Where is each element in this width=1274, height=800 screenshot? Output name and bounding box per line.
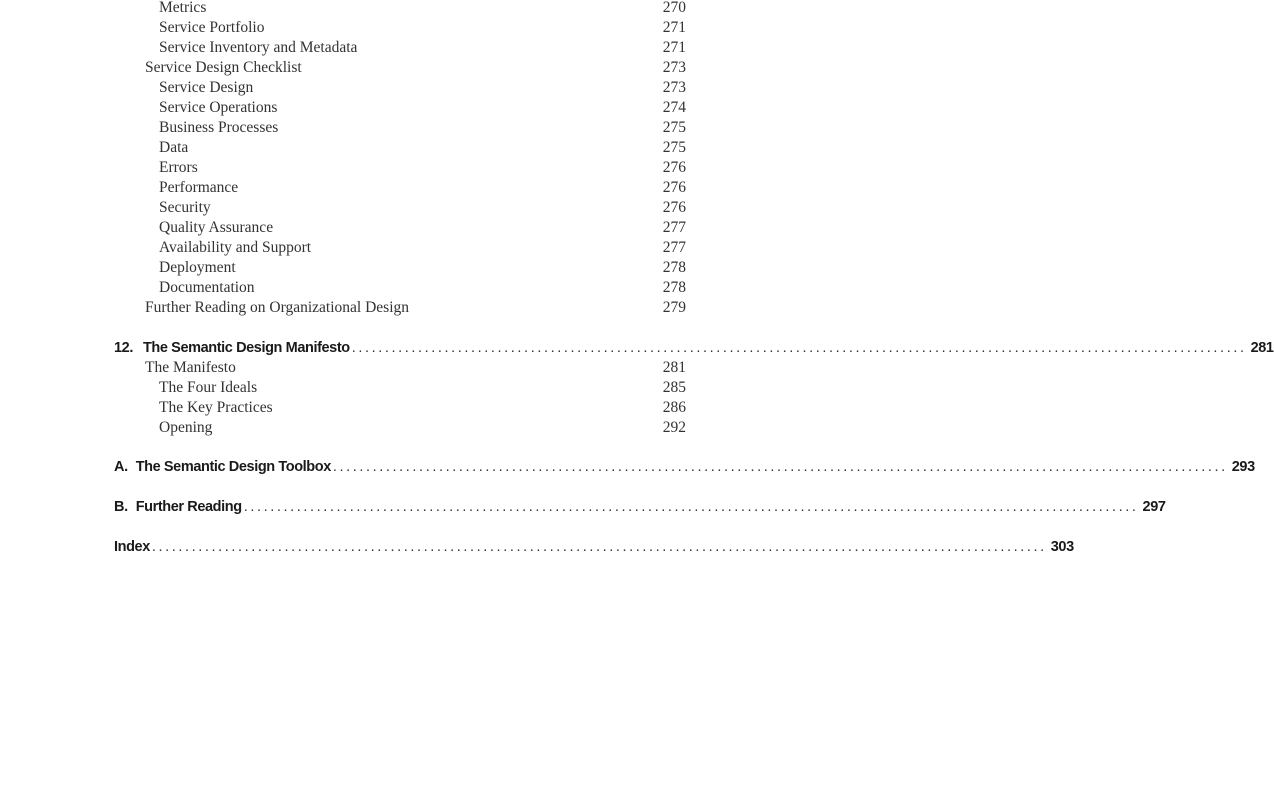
toc-page-number: 270 bbox=[662, 0, 686, 16]
toc-page-number: 275 bbox=[662, 139, 686, 156]
toc-page-number: 279 bbox=[662, 299, 686, 316]
toc-entry-metrics[interactable]: Metrics bbox=[159, 0, 207, 16]
toc-page-number: 271 bbox=[662, 39, 686, 56]
toc-entry-availability-and-support[interactable]: Availability and Support bbox=[159, 239, 312, 256]
appendix-page-number: 293 bbox=[1231, 459, 1255, 475]
toc-page-number: 273 bbox=[662, 59, 686, 76]
toc-entry-data[interactable]: Data bbox=[159, 139, 189, 156]
index-page-number: 303 bbox=[1050, 539, 1074, 555]
toc-page-number: 271 bbox=[662, 19, 686, 36]
toc-page-number: 285 bbox=[662, 379, 686, 396]
toc-page-number: 281 bbox=[662, 359, 686, 376]
toc-appendix-a[interactable] bbox=[114, 456, 1255, 478]
toc-page-number: 276 bbox=[662, 179, 686, 196]
toc-page-number: 277 bbox=[662, 219, 686, 236]
toc-entry-service-portfolio[interactable]: Service Portfolio bbox=[159, 19, 265, 36]
toc-page-number: 273 bbox=[662, 79, 686, 96]
toc-entry-opening[interactable]: Opening bbox=[159, 419, 213, 436]
index-title: Index bbox=[114, 539, 150, 555]
appendix-title: Further Reading bbox=[135, 499, 242, 515]
toc-entry-deployment[interactable]: Deployment bbox=[159, 259, 236, 276]
appendix-letter: A. bbox=[114, 459, 128, 475]
toc-page-number: 278 bbox=[662, 279, 686, 296]
toc-index[interactable] bbox=[114, 536, 1074, 558]
dot-leader: ....................................................................................................................................... bbox=[351, 340, 1247, 356]
toc-page-number: 274 bbox=[662, 99, 686, 116]
toc-entry-service-inventory-and-metadata[interactable]: Service Inventory and Metadata bbox=[159, 39, 358, 56]
toc-entry-business-processes[interactable]: Business Processes bbox=[159, 119, 279, 136]
toc-page-number: 292 bbox=[662, 419, 686, 436]
toc-entry-service-operations[interactable]: Service Operations bbox=[159, 99, 278, 116]
toc-entry-performance[interactable]: Performance bbox=[159, 179, 239, 196]
toc-appendix-b[interactable] bbox=[114, 496, 1166, 518]
toc-entry-errors[interactable]: Errors bbox=[159, 159, 198, 176]
dot-leader: ....................................................................................................................................... bbox=[243, 499, 1139, 515]
toc-entry-security[interactable]: Security bbox=[159, 199, 211, 216]
toc-entry-the-manifesto[interactable]: The Manifesto bbox=[145, 359, 236, 376]
toc-entry-service-design[interactable]: Service Design bbox=[159, 79, 254, 96]
appendix-page-number: 297 bbox=[1142, 499, 1166, 515]
toc-entry-service-design-checklist[interactable]: Service Design Checklist bbox=[145, 59, 302, 76]
toc-entry-further-reading-on-organizational-design[interactable]: Further Reading on Organizational Design bbox=[145, 299, 410, 316]
appendix-letter: B. bbox=[114, 499, 128, 515]
appendix-title: The Semantic Design Toolbox bbox=[135, 459, 331, 475]
toc-entry-quality-assurance[interactable]: Quality Assurance bbox=[159, 219, 274, 236]
toc-page-number: 275 bbox=[662, 119, 686, 136]
toc-page-number: 276 bbox=[662, 159, 686, 176]
dot-leader: ....................................................................................................................................... bbox=[151, 539, 1047, 555]
chapter-number: 12. bbox=[114, 340, 133, 356]
chapter-page-number: 281 bbox=[1250, 340, 1274, 356]
toc-entry-the-four-ideals[interactable]: The Four Ideals bbox=[159, 379, 258, 396]
toc-page-number: 278 bbox=[662, 259, 686, 276]
toc-chapter-12[interactable] bbox=[114, 337, 1274, 359]
toc-entry-the-key-practices[interactable]: The Key Practices bbox=[159, 399, 273, 416]
chapter-title: The Semantic Design Manifesto bbox=[142, 340, 350, 356]
toc-page-number: 276 bbox=[662, 199, 686, 216]
toc-page-number: 286 bbox=[662, 399, 686, 416]
toc-page-number: 277 bbox=[662, 239, 686, 256]
dot-leader: ....................................................................................................................................... bbox=[332, 459, 1228, 475]
toc-entry-documentation[interactable]: Documentation bbox=[159, 279, 255, 296]
